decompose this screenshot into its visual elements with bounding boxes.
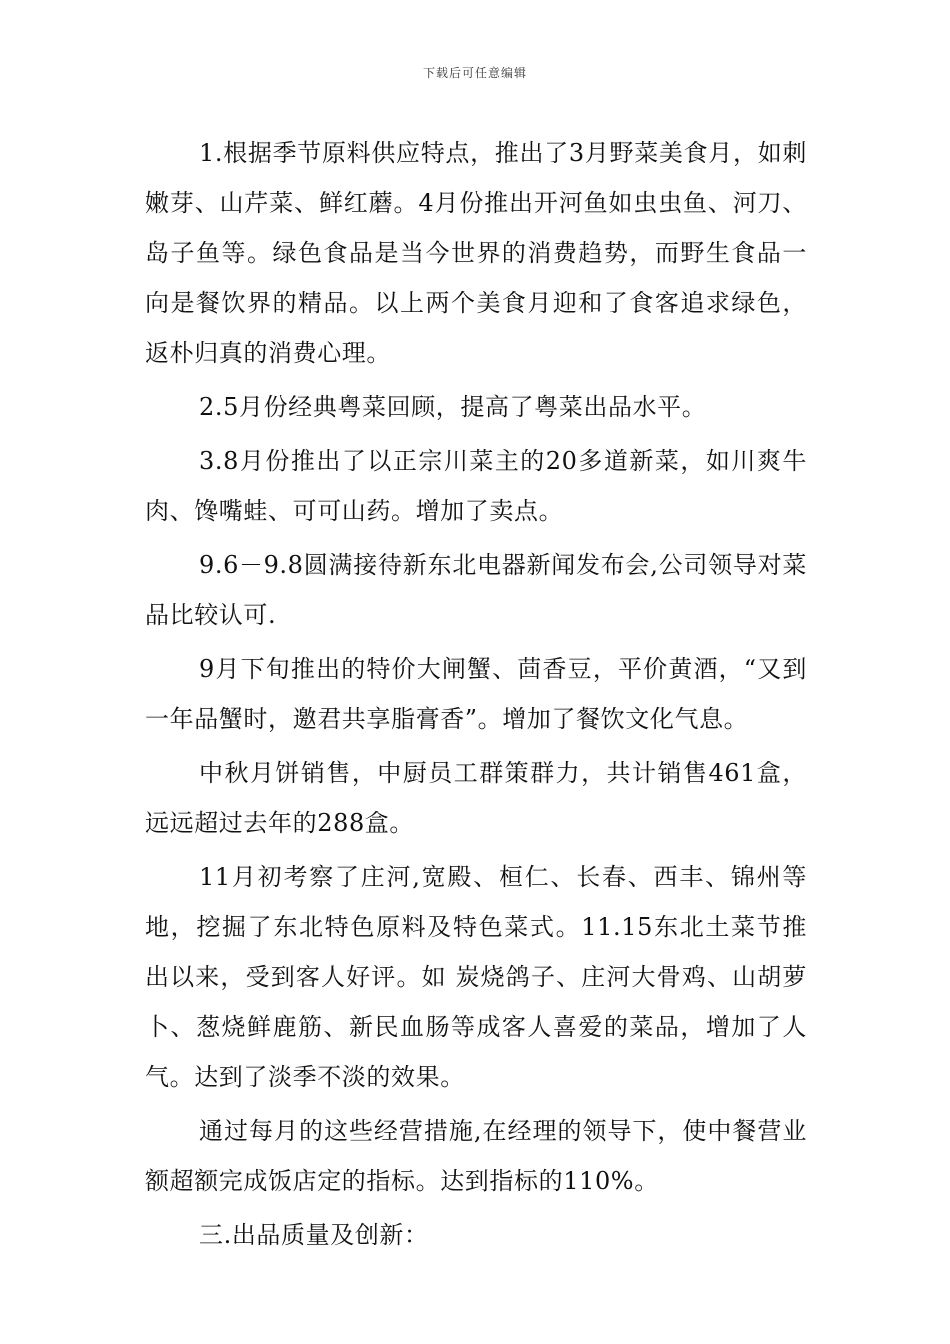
paragraph-sichuan-dishes: 3.8月份推出了以正宗川菜主的20多道新菜，如川爽牛肉、馋嘴蛙、可可山药。增加了卖点。 — [145, 447, 807, 525]
document-body — [145, 128, 807, 1260]
paragraph-hairy-crab: 9月下旬推出的特价大闸蟹、茴香豆，平价黄酒，“又到一年品蟹时，邀君共享脂膏香”。增加了餐饮文化气息。 — [145, 655, 807, 733]
page-header-note: 下载后可任意编辑 — [422, 66, 527, 80]
paragraph-revenue-target: 通过每月的这些经营措施,在经理的领导下，使中餐营业额超额完成饭店定的指标。达到指标的110%。 — [145, 1117, 807, 1195]
section-heading-quality-innovation: 三.出品质量及创新： — [199, 1221, 429, 1249]
paragraph-cantonese-review: 2.5月份经典粤菜回顾，提高了粤菜出品水平。 — [199, 393, 707, 421]
paragraph-wild-vegetables: 1.根据季节原料供应特点，推出了3月野菜美食月，如刺嫩芽、山芹菜、鲜红蘑。4月份推出开河鱼如虫虫鱼、河刀、岛子鱼等。绿色食品是当今世界的消费趋势，而野生食品一向是餐饮界的精品。以上两个美食月迎和了食客追求绿色，返朴归真的消费心理。 — [145, 139, 807, 367]
paragraph-northeast-food-festival: 11月初考察了庄河,宽殿、桓仁、长春、西丰、锦州等地，挖掘了东北特色原料及特色菜式。11.15东北土菜节推出以来，受到客人好评。如 炭烧鸽子、庄河大骨鸡、山胡萝卜、葱烧鲜鹿筋、新民血肠等成客人喜爱的菜品，增加了人气。达到了淡季不淡的效果。 — [145, 863, 807, 1091]
paragraph-mooncake-sales: 中秋月饼销售，中厨员工群策群力，共计销售461盒，远远超过去年的288盒。 — [145, 759, 807, 837]
paragraph-press-conference: 9.6－9.8圆满接待新东北电器新闻发布会,公司领导对菜品比较认可. — [145, 551, 807, 629]
